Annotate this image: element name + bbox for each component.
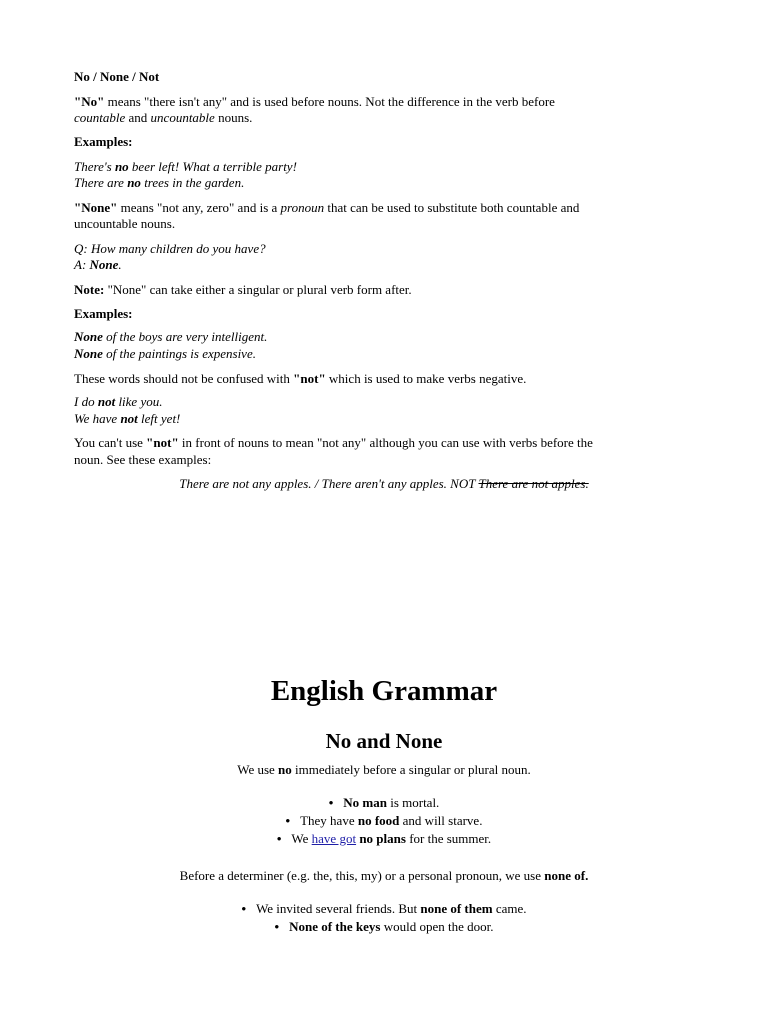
- list-item: • No man is mortal.: [328, 795, 440, 810]
- example-sentence: I do not like you.: [74, 394, 163, 409]
- intro-paragraph: We use no immediately before a singular or plural noun.: [237, 762, 531, 777]
- examples-label: Examples:: [74, 134, 133, 149]
- paragraph-cant: You can't use "not" in front of nouns to mean "not any" although you can use with verbs before the: [74, 435, 593, 450]
- paragraph-cant-line2: noun. See these examples:: [74, 452, 212, 467]
- examples-label: Examples:: [74, 306, 133, 321]
- have-got-link[interactable]: have got: [311, 831, 357, 846]
- section-subtitle: No and None: [325, 729, 443, 753]
- section-heading: No / None / Not: [74, 69, 160, 84]
- list-item: • We have got no plans for the summer.: [276, 831, 492, 846]
- paragraph-none-line2: uncountable nouns.: [74, 216, 176, 231]
- qa-question: Q: How many children do you have?: [74, 241, 266, 256]
- qa-answer: A: None.: [74, 257, 122, 272]
- paragraph-no: "No" means "there isn't any" and is used before nouns. Not the difference in the verb before: [74, 94, 555, 109]
- paragraph-confuse: These words should not be confused with "not" which is used to make verbs negative.: [74, 371, 527, 386]
- list-item: • They have no food and will starve.: [285, 813, 483, 828]
- determiner-paragraph: Before a determiner (e.g. the, this, my) or a personal pronoun, we use none of.: [179, 868, 589, 883]
- apples-example: There are not any apples. / There aren't any apples. NOT There are not apples.: [179, 476, 589, 491]
- example-sentence: None of the paintings is expensive.: [74, 346, 256, 361]
- list-item: • We invited several friends. But none of them came.: [241, 901, 527, 916]
- example-sentence: There are no trees in the garden.: [74, 175, 245, 190]
- example-sentence: There's no beer left! What a terrible party!: [74, 159, 297, 174]
- list-item: • None of the keys would open the door.: [274, 919, 494, 934]
- example-sentence: We have not left yet!: [74, 411, 181, 426]
- paragraph-none: "None" means "not any, zero" and is a pronoun that can be used to substitute both countable and: [74, 200, 580, 215]
- paragraph-no-line2: countable and uncountable nouns.: [74, 110, 253, 125]
- page-title: English Grammar: [270, 675, 498, 707]
- example-sentence: None of the boys are very intelligent.: [74, 329, 268, 344]
- note: Note: "None" can take either a singular or plural verb form after.: [74, 282, 412, 297]
